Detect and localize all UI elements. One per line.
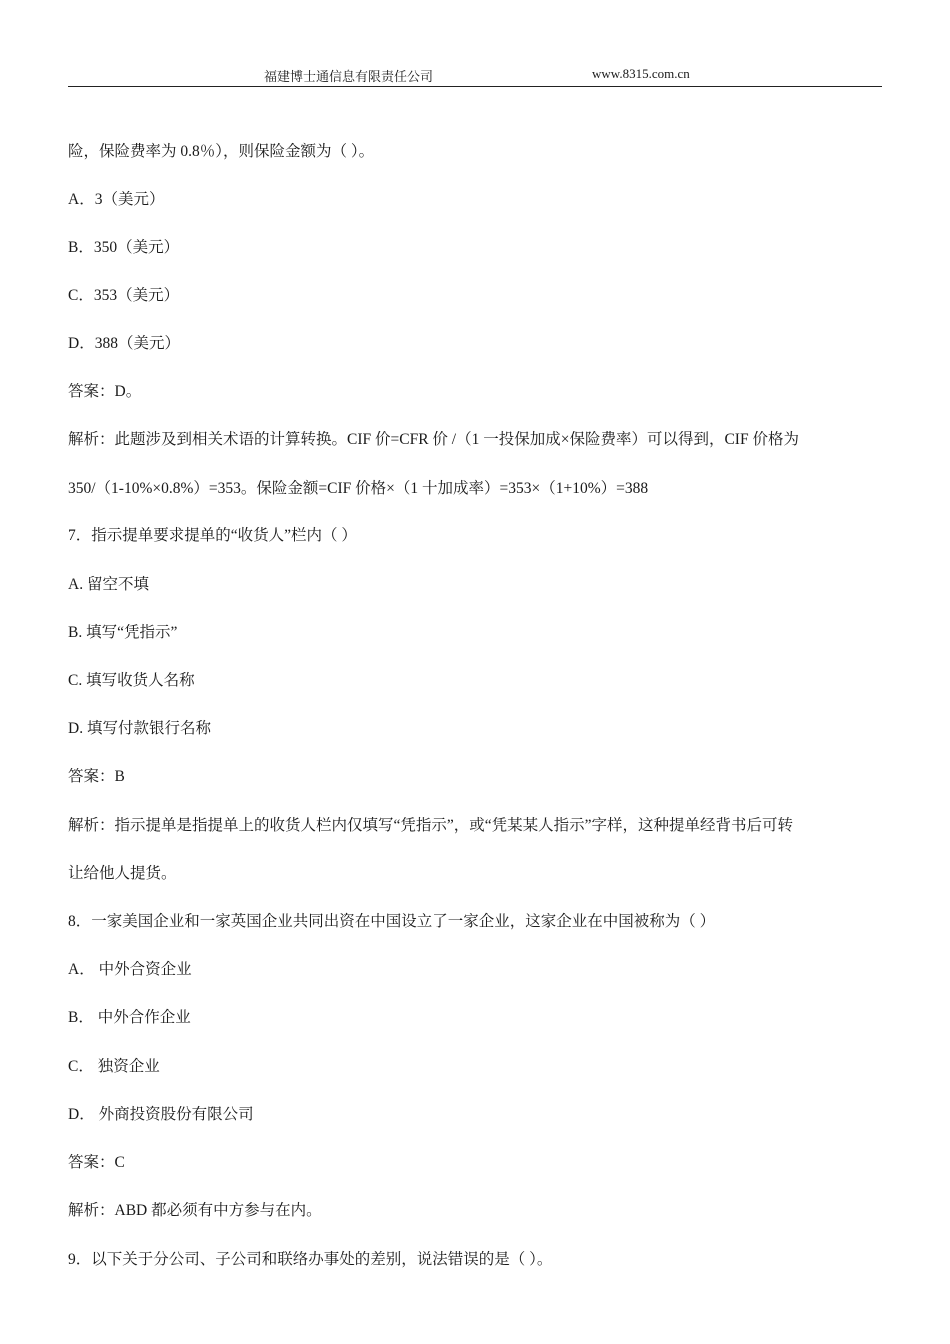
question-7-option-d: D. 填写付款银行名称 (68, 720, 211, 737)
question-6-option-d: D．388（美元） (68, 335, 180, 352)
question-8-option-b: B． 中外合作企业 (68, 1009, 191, 1026)
question-6-option-b: B．350（美元） (68, 239, 180, 256)
question-7-stem: 7．指示提单要求提单的“收货人”栏内（ ） (68, 527, 357, 544)
header-company-name: 福建博士通信息有限责任公司 (264, 69, 434, 84)
question-8-stem: 8．一家美国企业和一家英国企业共同出资在中国设立了一家企业，这家企业在中国被称为（ ） (68, 913, 716, 930)
question-6-explanation-line-1: 解析：此题涉及到相关术语的计算转换。CIF 价=CFR 价 /（1 一投保加成×保险费率）可以得到，CIF 价格为 (68, 431, 799, 448)
question-6-answer: 答案：D。 (68, 383, 142, 400)
question-8-explanation: 解析：ABD 都必须有中方参与在内。 (68, 1202, 322, 1219)
question-7-explanation-line-1: 解析：指示提单是指提单上的收货人栏内仅填写“凭指示”，或“凭某某人指示”字样，这种提单经背书后可转 (68, 817, 794, 834)
question-8-option-d: D． 外商投资股份有限公司 (68, 1106, 254, 1123)
question-6-option-c: C．353（美元） (68, 287, 180, 304)
question-9-stem: 9．以下关于分公司、子公司和联络办事处的差别，说法错误的是（ ）。 (68, 1251, 553, 1268)
header-url: www.8315.com.cn (592, 66, 690, 81)
question-6-explanation-line-2: 350/（1-10%×0.8%）=353。保险金额=CIF 价格×（1 十加成率）=353×（1+10%）=388 (68, 480, 649, 497)
question-8-answer: 答案：C (68, 1154, 125, 1171)
question-7-explanation-line-2: 让给他人提货。 (68, 865, 177, 882)
question-8-option-c: C． 独资企业 (68, 1058, 160, 1075)
question-7-answer: 答案：B (68, 768, 125, 785)
question-8-option-a: A． 中外合资企业 (68, 961, 192, 978)
question-7-option-c: C. 填写收货人名称 (68, 672, 195, 689)
question-7-option-a: A. 留空不填 (68, 576, 149, 593)
page-header (68, 64, 882, 87)
question-7-option-b: B. 填写“凭指示” (68, 624, 178, 641)
question-6-option-a: A．3（美元） (68, 191, 165, 208)
question-6-stem-continuation: 险，保险费率为 0.8％），则保险金额为（ ）。 (68, 143, 375, 160)
